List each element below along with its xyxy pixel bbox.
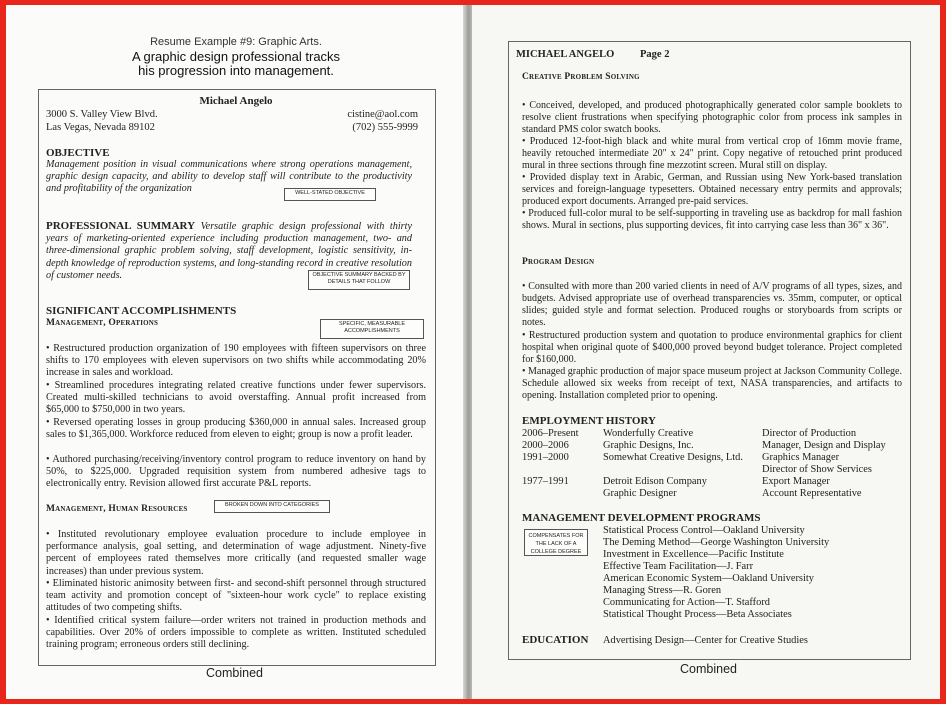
education-entry: Advertising Design—Center for Creative Studies bbox=[603, 635, 808, 646]
section-heading: EDUCATION bbox=[522, 634, 589, 646]
employment-dates: 1977–1991 bbox=[522, 476, 569, 487]
section-heading: SIGNIFICANT ACCOMPLISHMENTS bbox=[46, 305, 237, 317]
program-item: Investment in Excellence—Pacific Institute bbox=[603, 549, 784, 560]
employment-title: Manager, Design and Display bbox=[762, 440, 886, 451]
bullet-item: • Produced full-color mural to be self-supporting in traveling use as backdrop for mall fashion shows. Mural in sections, plus supporting devices, fit into carrying case less than 36" x 36". bbox=[522, 208, 902, 232]
caption-label: Resume Example #9: Graphic Arts. bbox=[150, 36, 322, 48]
employment-company: Somewhat Creative Designs, Ltd. bbox=[603, 452, 743, 463]
section-heading: OBJECTIVE bbox=[46, 147, 110, 159]
program-item: Communicating for Action—T. Stafford bbox=[603, 597, 770, 608]
margin-note: WELL-STATED OBJECTIVE bbox=[284, 188, 376, 201]
left-page bbox=[6, 5, 466, 699]
page-footer: Combined bbox=[206, 666, 263, 680]
employment-dates: 2006–Present bbox=[522, 428, 579, 439]
employment-title: Director of Production bbox=[762, 428, 857, 439]
employment-company: Graphic Designs, Inc. bbox=[603, 440, 694, 451]
page-number: Page 2 bbox=[640, 49, 670, 60]
margin-note: OBJECTIVE SUMMARY BACKED BY DETAILS THAT FOLLOW bbox=[308, 270, 410, 290]
bullet-item: • Restructured production organization of 190 employees with fifteen supervisors on three shifts to 170 employees with eleven supervisors on two shifts while accommodating 20% increase in sales and workload. bbox=[46, 343, 426, 379]
bullet-item: • Identified critical system failure—order writers not trained in production methods and capabilities. Over 20% of orders impossible to complete as written. Instituted scheduled training program; erroneous orders still declining. bbox=[46, 615, 426, 651]
bullet-item: • Provided display text in Arabic, German, and Russian using New York-based translation services and foreign-language typesetters. Obtained necessary entry permits and approvals; produced export documents. Arranged pre-paid services. bbox=[522, 172, 902, 208]
right-page bbox=[472, 5, 940, 699]
bullet-item: • Instituted revolutionary employee evaluation procedure to include employee in performance analysis, goal setting, and determination of wage adjustment. Ninety-five percent of employees rated themselves more critically (and requested smaller wage increases) than under previous system. bbox=[46, 529, 426, 577]
bullet-item: • Produced 12-foot-high black and white mural from vertical crop of 16mm movie frame, heavily retouched intermediate 20" x 24" print. Copy negative of retouched print produced mural in three sections through fine mezzotint screen. Mural still on display. bbox=[522, 136, 902, 172]
employment-company: Graphic Designer bbox=[603, 488, 677, 499]
employment-dates: 2000–2006 bbox=[522, 440, 569, 451]
bullet-item: • Conceived, developed, and produced photographically generated color sample booklets to resolve client frustrations when specifying photographic color from process ink samples in standard PMS color swatch books. bbox=[522, 100, 902, 136]
address-line: Las Vegas, Nevada 89102 bbox=[46, 122, 155, 133]
program-item: The Deming Method—George Washington University bbox=[603, 537, 830, 548]
program-item: Effective Team Facilitation—J. Farr bbox=[603, 561, 754, 572]
employment-title: Director of Show Services bbox=[762, 464, 872, 475]
phone-number: (702) 555-9999 bbox=[352, 122, 418, 133]
subsection-heading: Management, Human Resources bbox=[46, 504, 188, 514]
bullet-item: • Eliminated historic animosity between first- and second-shift personnel through structured team activity and promotion concept of "sixteen-hour work cycle" to replace existing attitudes of two competing shifts. bbox=[46, 578, 426, 614]
page-footer: Combined bbox=[680, 662, 737, 676]
objective-text: Management position in visual communications where strong operations management, graphic design capacity, and ability to develop staff will contribute to the productivity and profitability of the organization bbox=[46, 159, 412, 195]
address-line: 3000 S. Valley View Blvd. bbox=[46, 109, 158, 120]
employment-title: Graphics Manager bbox=[762, 452, 840, 463]
page-header-name: MICHAEL ANGELO bbox=[516, 49, 615, 60]
subsection-heading: Management, Operations bbox=[46, 318, 159, 328]
bullet-item: • Consulted with more than 200 varied clients in need of A/V programs of all types, sizes, and budgets. Advised appropriate use of overhead transparencies vs. 35mm, computer, or optical slides; guided style and format selection. Produced roughs or storyboards from scripts or notes. bbox=[522, 281, 902, 329]
caption-line: A graphic design professional tracks bbox=[131, 49, 341, 64]
employment-title: Account Representative bbox=[762, 488, 862, 499]
employment-company: Detroit Edison Company bbox=[603, 476, 707, 487]
employment-title: Export Manager bbox=[762, 476, 830, 487]
program-item: Statistical Process Control—Oakland University bbox=[603, 525, 805, 536]
section-heading: MANAGEMENT DEVELOPMENT PROGRAMS bbox=[522, 512, 761, 524]
program-item: Managing Stress—R. Goren bbox=[603, 585, 722, 596]
program-item: Statistical Thought Process—Beta Associates bbox=[603, 609, 792, 620]
section-heading: EMPLOYMENT HISTORY bbox=[522, 415, 656, 427]
subsection-heading: Program Design bbox=[522, 257, 595, 267]
summary-text: Versatile graphic design professional with thirty years of marketing-oriented experience including production management, two- and three-dimensional graphic problem solving, staff development, logistic sensitivity, in-depth knowledge of reproduction systems, and long-standing record in creative resolution of customer needs. bbox=[46, 221, 412, 281]
bullet-item: • Managed graphic production of major space museum project at Jackson Community College. Schedule allowed six weeks from receipt of text, NASA transparencies, and artifacts to opening. Installation completed prior to opening. bbox=[522, 366, 902, 402]
resume-name: Michael Angelo bbox=[199, 95, 273, 107]
bullet-item: • Authored purchasing/receiving/inventory control program to reduce inventory on hand by 50%, to $225,000. Upgraded requisition system from numbered adhesive tags to electronically entry. Revision allowed first accurate P&L reports. bbox=[46, 454, 426, 490]
caption-line: his progression into management. bbox=[138, 63, 334, 78]
margin-note: COMPENSATES FOR THE LACK OF A COLLEGE DEGREE bbox=[524, 529, 588, 556]
margin-note: BROKEN DOWN INTO CATEGORIES bbox=[214, 500, 330, 513]
subsection-heading: Creative Problem Solving bbox=[522, 72, 640, 82]
program-item: American Economic System—Oakland University bbox=[603, 573, 814, 584]
bullet-item: • Restructured production system and quotation to produce environmental graphics for client hospital when original quote of $400,000 proved beyond budget tolerance. Project completed for $160,000. bbox=[522, 330, 902, 366]
employment-dates: 1991–2000 bbox=[522, 452, 569, 463]
email-address: cistine@aol.com bbox=[347, 109, 418, 120]
bullet-item: • Reversed operating losses in group producing $360,000 in annual sales. Increased group sales to $1,365,000. Workforce reduced from eleven to eight; group is now a profit leader. bbox=[46, 417, 426, 441]
margin-note: SPECIFIC, MEASURABLE ACCOMPLISHMENTS bbox=[320, 319, 424, 339]
section-heading: PROFESSIONAL SUMMARY bbox=[46, 220, 196, 232]
bullet-item: • Streamlined procedures integrating related creative functions under fewer supervisors. Created multi-skilled technicians to avoid overstaffing. Annual profit increased from $65,000 to $750,000 in two years. bbox=[46, 380, 426, 416]
employment-company: Wonderfully Creative bbox=[603, 428, 694, 439]
